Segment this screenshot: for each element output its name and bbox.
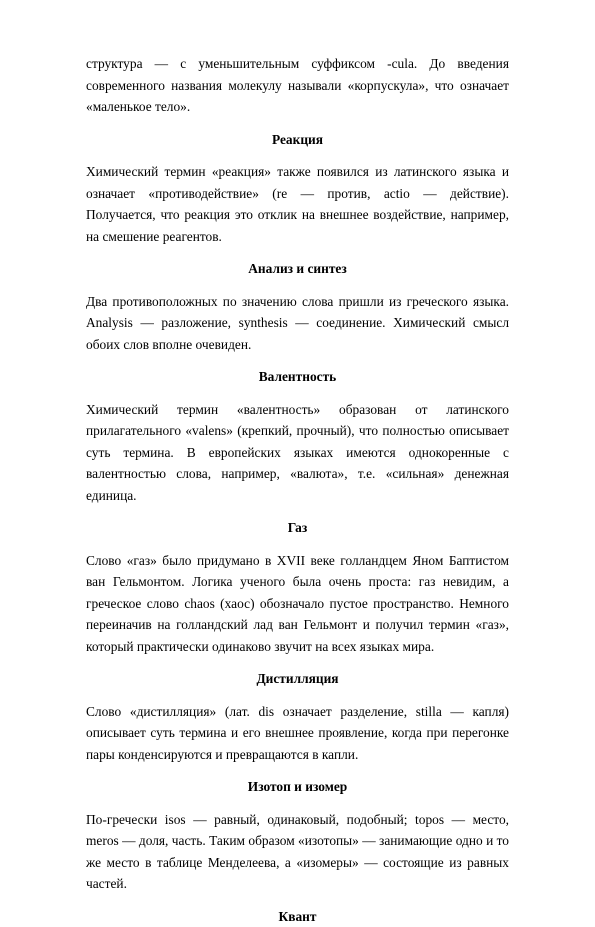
paragraph-valence: Химический термин «валентность» образован от латинского прилагательного «valens» (крепкий, прочный), что полностью описывает суть термина. В европейских языках имеются однокоренные с валентностью слова, например, «валюта», т.е. «сильная» денежная единица. [86,399,509,507]
paragraph-distillation: Слово «дистилляция» (лат. dis означает разделение, stilla — капля) описывает суть термина и его внешнее проявление, когда при перегонке пары конденсируются и превращаются в капли. [86,701,509,766]
heading-gas: Газ [86,517,509,539]
paragraph-isotope-isomer: По-гречески isos — равный, одинаковый, подобный; topos — место, meros — доля, часть. Таким образом «изотопы» — занимающие одно и то же место в таблице Менделеева, а «изомеры» — состоящие из равных частей. [86,809,509,895]
heading-analysis-synthesis: Анализ и синтез [86,258,509,280]
heading-quantum: Квант [86,906,509,927]
paragraph-reaction: Химический термин «реакция» также появился из латинского языка и означает «противодействие» (re — против, actio — действие). Получается, что реакция это отклик на внешнее воздействие, например, на смешение реагентов. [86,161,509,247]
paragraph-analysis-synthesis: Два противоположных по значению слова пришли из греческого языка. Analysis — разложение, synthesis — соединение. Химический смысл обоих слов вполне очевиден. [86,291,509,356]
intro-paragraph: структура — с уменьшительным суффиксом -cula. До введения современного названия молекулу называли «корпускула», что означает «маленькое тело». [86,53,509,118]
document-page [86,53,509,927]
heading-valence: Валентность [86,366,509,388]
paragraph-gas: Слово «газ» было придумано в XVII веке голландцем Яном Баптистом ван Гельмонтом. Логика ученого была очень проста: газ невидим, а греческое слово chaos (хаос) обозначало пустое пространство. Немного переиначив на голландский лад ван Гельмонт и получил термин «газ», который практически одинаково звучит на всех языках мира. [86,550,509,658]
heading-distillation: Дистилляция [86,668,509,690]
heading-reaction: Реакция [86,129,509,151]
heading-isotope-isomer: Изотоп и изомер [86,776,509,798]
